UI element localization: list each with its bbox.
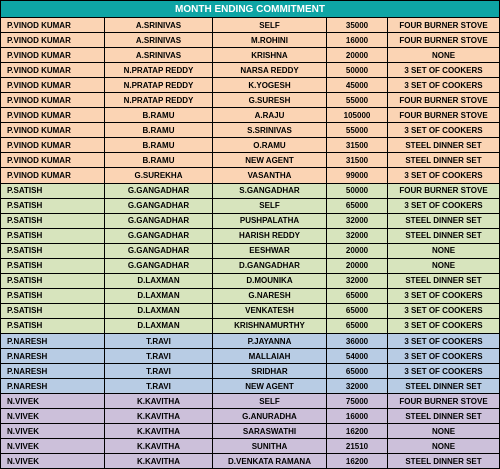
gift-cell[interactable]: 3 SET OF COOKERS — [388, 288, 500, 303]
leader-cell[interactable]: B.RAMU — [105, 123, 213, 138]
table-row — [1, 379, 500, 394]
leader-cell[interactable]: N.PRATAP REDDY — [105, 78, 213, 93]
gift-cell[interactable]: FOUR BURNER STOVE — [388, 394, 500, 409]
manager-cell[interactable]: P.NARESH — [1, 379, 105, 394]
leader-cell[interactable]: T.RAVI — [105, 379, 213, 394]
leader-cell[interactable]: T.RAVI — [105, 333, 213, 348]
agent-cell[interactable]: A.RAJU — [213, 108, 327, 123]
agent-cell[interactable]: MALLAIAH — [213, 349, 327, 364]
leader-cell[interactable]: T.RAVI — [105, 349, 213, 364]
manager-cell[interactable]: P.SATISH — [1, 273, 105, 288]
gift-cell[interactable]: NONE — [388, 243, 500, 258]
table-row — [1, 333, 500, 348]
table-row — [1, 183, 500, 198]
amount-cell[interactable]: 31500 — [327, 153, 388, 168]
amount-cell[interactable]: 45000 — [327, 78, 388, 93]
amount-cell[interactable]: 20000 — [327, 258, 388, 273]
manager-cell[interactable]: P.NARESH — [1, 333, 105, 348]
amount-cell[interactable]: 35000 — [327, 18, 388, 33]
leader-cell[interactable]: N.PRATAP REDDY — [105, 63, 213, 78]
gift-cell[interactable]: NONE — [388, 48, 500, 63]
agent-cell[interactable]: D.GANGADHAR — [213, 258, 327, 273]
amount-cell[interactable]: 99000 — [327, 168, 388, 183]
manager-cell[interactable]: N.VIVEK — [1, 439, 105, 454]
manager-cell[interactable]: P.VINOD KUMAR — [1, 18, 105, 33]
table-row — [1, 198, 500, 213]
amount-cell[interactable]: 32000 — [327, 379, 388, 394]
amount-cell[interactable]: 16000 — [327, 409, 388, 424]
amount-cell[interactable]: 20000 — [327, 48, 388, 63]
agent-cell[interactable]: NEW AGENT — [213, 379, 327, 394]
gift-cell[interactable]: 3 SET OF COOKERS — [388, 78, 500, 93]
agent-cell[interactable]: SRIDHAR — [213, 364, 327, 379]
agent-cell[interactable]: SELF — [213, 394, 327, 409]
table-row — [1, 168, 500, 183]
gift-cell[interactable]: 3 SET OF COOKERS — [388, 318, 500, 333]
leader-cell[interactable]: T.RAVI — [105, 364, 213, 379]
agent-cell[interactable]: SELF — [213, 18, 327, 33]
manager-cell[interactable]: P.VINOD KUMAR — [1, 93, 105, 108]
manager-cell[interactable]: P.NARESH — [1, 349, 105, 364]
agent-cell[interactable]: S.SRINIVAS — [213, 123, 327, 138]
manager-cell[interactable]: P.SATISH — [1, 228, 105, 243]
amount-cell[interactable]: 32000 — [327, 273, 388, 288]
manager-cell[interactable]: N.VIVEK — [1, 424, 105, 439]
amount-cell[interactable]: 50000 — [327, 183, 388, 198]
agent-cell[interactable]: HARISH REDDY — [213, 228, 327, 243]
gift-cell[interactable]: 3 SET OF COOKERS — [388, 198, 500, 213]
gift-cell[interactable]: STEEL DINNER SET — [388, 228, 500, 243]
table-row — [1, 303, 500, 318]
manager-cell[interactable]: P.VINOD KUMAR — [1, 33, 105, 48]
leader-cell[interactable]: B.RAMU — [105, 153, 213, 168]
amount-cell[interactable]: 65000 — [327, 318, 388, 333]
gift-cell[interactable]: STEEL DINNER SET — [388, 273, 500, 288]
amount-cell[interactable]: 16200 — [327, 454, 388, 469]
leader-cell[interactable]: B.RAMU — [105, 108, 213, 123]
manager-cell[interactable]: P.VINOD KUMAR — [1, 63, 105, 78]
table-row — [1, 213, 500, 228]
agent-cell[interactable]: EESHWAR — [213, 243, 327, 258]
manager-cell[interactable]: P.SATISH — [1, 318, 105, 333]
leader-cell[interactable]: A.SRINIVAS — [105, 18, 213, 33]
manager-cell[interactable]: P.SATISH — [1, 213, 105, 228]
table-row — [1, 394, 500, 409]
amount-cell[interactable]: 36000 — [327, 333, 388, 348]
agent-cell[interactable]: S.GANGADHAR — [213, 183, 327, 198]
gift-cell[interactable]: STEEL DINNER SET — [388, 213, 500, 228]
agent-cell[interactable]: KRISHNA — [213, 48, 327, 63]
leader-cell[interactable]: G.GANGADHAR — [105, 243, 213, 258]
gift-cell[interactable]: 3 SET OF COOKERS — [388, 63, 500, 78]
agent-cell[interactable]: KRISHNAMURTHY — [213, 318, 327, 333]
leader-cell[interactable]: A.SRINIVAS — [105, 48, 213, 63]
manager-cell[interactable]: P.SATISH — [1, 183, 105, 198]
gift-cell[interactable]: NONE — [388, 424, 500, 439]
leader-cell[interactable]: B.RAMU — [105, 138, 213, 153]
manager-cell[interactable]: P.VINOD KUMAR — [1, 123, 105, 138]
agent-cell[interactable]: O.RAMU — [213, 138, 327, 153]
manager-cell[interactable]: P.SATISH — [1, 303, 105, 318]
table-row — [1, 63, 500, 78]
table-row — [1, 138, 500, 153]
leader-cell[interactable]: K.KAVITHA — [105, 394, 213, 409]
leader-cell[interactable]: G.GANGADHAR — [105, 228, 213, 243]
table-row — [1, 364, 500, 379]
leader-cell[interactable]: D.LAXMAN — [105, 318, 213, 333]
manager-cell[interactable]: P.NARESH — [1, 364, 105, 379]
gift-cell[interactable]: FOUR BURNER STOVE — [388, 93, 500, 108]
gift-cell[interactable]: STEEL DINNER SET — [388, 153, 500, 168]
amount-cell[interactable]: 65000 — [327, 288, 388, 303]
gift-cell[interactable]: FOUR BURNER STOVE — [388, 183, 500, 198]
manager-cell[interactable]: P.VINOD KUMAR — [1, 153, 105, 168]
amount-cell[interactable]: 65000 — [327, 303, 388, 318]
agent-cell[interactable]: M.ROHINI — [213, 33, 327, 48]
table-row — [1, 228, 500, 243]
agent-cell[interactable]: NARSA REDDY — [213, 63, 327, 78]
agent-cell[interactable]: VASANTHA — [213, 168, 327, 183]
agent-cell[interactable]: G.NARESH — [213, 288, 327, 303]
agent-cell[interactable]: K.YOGESH — [213, 78, 327, 93]
table-row — [1, 48, 500, 63]
gift-cell[interactable]: FOUR BURNER STOVE — [388, 108, 500, 123]
leader-cell[interactable]: A.SRINIVAS — [105, 33, 213, 48]
manager-cell[interactable]: N.VIVEK — [1, 409, 105, 424]
agent-cell[interactable]: D.VENKATA RAMANA — [213, 454, 327, 469]
amount-cell[interactable]: 31500 — [327, 138, 388, 153]
agent-cell[interactable]: G.SURESH — [213, 93, 327, 108]
leader-cell[interactable]: K.KAVITHA — [105, 424, 213, 439]
gift-cell[interactable]: FOUR BURNER STOVE — [388, 33, 500, 48]
leader-cell[interactable]: D.LAXMAN — [105, 288, 213, 303]
gift-cell[interactable]: STEEL DINNER SET — [388, 454, 500, 469]
amount-cell[interactable]: 54000 — [327, 349, 388, 364]
table-body — [1, 1, 500, 469]
amount-cell[interactable]: 32000 — [327, 228, 388, 243]
table-row — [1, 439, 500, 454]
agent-cell[interactable]: VENKATESH — [213, 303, 327, 318]
amount-cell[interactable]: 16000 — [327, 33, 388, 48]
agent-cell[interactable]: PUSHPALATHA — [213, 213, 327, 228]
table-row — [1, 318, 500, 333]
manager-cell[interactable]: P.SATISH — [1, 243, 105, 258]
leader-cell[interactable]: N.PRATAP REDDY — [105, 93, 213, 108]
amount-cell[interactable]: 32000 — [327, 213, 388, 228]
amount-cell[interactable]: 21510 — [327, 439, 388, 454]
table-row — [1, 33, 500, 48]
manager-cell[interactable]: P.VINOD KUMAR — [1, 78, 105, 93]
gift-cell[interactable]: STEEL DINNER SET — [388, 379, 500, 394]
table-row — [1, 424, 500, 439]
manager-cell[interactable]: P.SATISH — [1, 258, 105, 273]
amount-cell[interactable]: 105000 — [327, 108, 388, 123]
manager-cell[interactable]: N.VIVEK — [1, 394, 105, 409]
leader-cell[interactable]: G.GANGADHAR — [105, 258, 213, 273]
leader-cell[interactable]: G.GANGADHAR — [105, 213, 213, 228]
gift-cell[interactable]: 3 SET OF COOKERS — [388, 349, 500, 364]
agent-cell[interactable]: SELF — [213, 198, 327, 213]
manager-cell[interactable]: P.VINOD KUMAR — [1, 168, 105, 183]
gift-cell[interactable]: STEEL DINNER SET — [388, 409, 500, 424]
amount-cell[interactable]: 65000 — [327, 364, 388, 379]
table-row — [1, 258, 500, 273]
agent-cell[interactable]: P.JAYANNA — [213, 333, 327, 348]
table-row — [1, 409, 500, 424]
amount-cell[interactable]: 75000 — [327, 394, 388, 409]
gift-cell[interactable]: FOUR BURNER STOVE — [388, 18, 500, 33]
leader-cell[interactable]: K.KAVITHA — [105, 454, 213, 469]
gift-cell[interactable]: 3 SET OF COOKERS — [388, 123, 500, 138]
gift-cell[interactable]: NONE — [388, 439, 500, 454]
gift-cell[interactable]: 3 SET OF COOKERS — [388, 303, 500, 318]
leader-cell[interactable]: K.KAVITHA — [105, 409, 213, 424]
manager-cell[interactable]: P.VINOD KUMAR — [1, 138, 105, 153]
table-row — [1, 243, 500, 258]
table-row — [1, 454, 500, 469]
table-row — [1, 153, 500, 168]
sheet-title[interactable]: MONTH ENDING COMMITMENT — [1, 1, 500, 18]
gift-cell[interactable]: STEEL DINNER SET — [388, 138, 500, 153]
agent-cell[interactable]: D.MOUNIKA — [213, 273, 327, 288]
table-row — [1, 18, 500, 33]
amount-cell[interactable]: 65000 — [327, 198, 388, 213]
table-row — [1, 123, 500, 138]
leader-cell[interactable]: G.GANGADHAR — [105, 198, 213, 213]
title-row — [1, 1, 500, 18]
agent-cell[interactable]: G.ANURADHA — [213, 409, 327, 424]
leader-cell[interactable]: K.KAVITHA — [105, 439, 213, 454]
amount-cell[interactable]: 16200 — [327, 424, 388, 439]
gift-cell[interactable]: 3 SET OF COOKERS — [388, 364, 500, 379]
manager-cell[interactable]: N.VIVEK — [1, 454, 105, 469]
leader-cell[interactable]: G.GANGADHAR — [105, 183, 213, 198]
agent-cell[interactable]: SARASWATHI — [213, 424, 327, 439]
amount-cell[interactable]: 20000 — [327, 243, 388, 258]
gift-cell[interactable]: NONE — [388, 258, 500, 273]
table-row — [1, 93, 500, 108]
leader-cell[interactable]: D.LAXMAN — [105, 273, 213, 288]
agent-cell[interactable]: NEW AGENT — [213, 153, 327, 168]
amount-cell[interactable]: 55000 — [327, 123, 388, 138]
table-row — [1, 349, 500, 364]
gift-cell[interactable]: 3 SET OF COOKERS — [388, 333, 500, 348]
manager-cell[interactable]: P.SATISH — [1, 198, 105, 213]
amount-cell[interactable]: 55000 — [327, 93, 388, 108]
manager-cell[interactable]: P.VINOD KUMAR — [1, 48, 105, 63]
gift-cell[interactable]: 3 SET OF COOKERS — [388, 168, 500, 183]
leader-cell[interactable]: D.LAXMAN — [105, 303, 213, 318]
manager-cell[interactable]: P.SATISH — [1, 288, 105, 303]
amount-cell[interactable]: 50000 — [327, 63, 388, 78]
manager-cell[interactable]: P.VINOD KUMAR — [1, 108, 105, 123]
leader-cell[interactable]: G.SUREKHA — [105, 168, 213, 183]
table-row — [1, 273, 500, 288]
table-row — [1, 78, 500, 93]
table-row — [1, 288, 500, 303]
table-row — [1, 108, 500, 123]
agent-cell[interactable]: SUNITHA — [213, 439, 327, 454]
